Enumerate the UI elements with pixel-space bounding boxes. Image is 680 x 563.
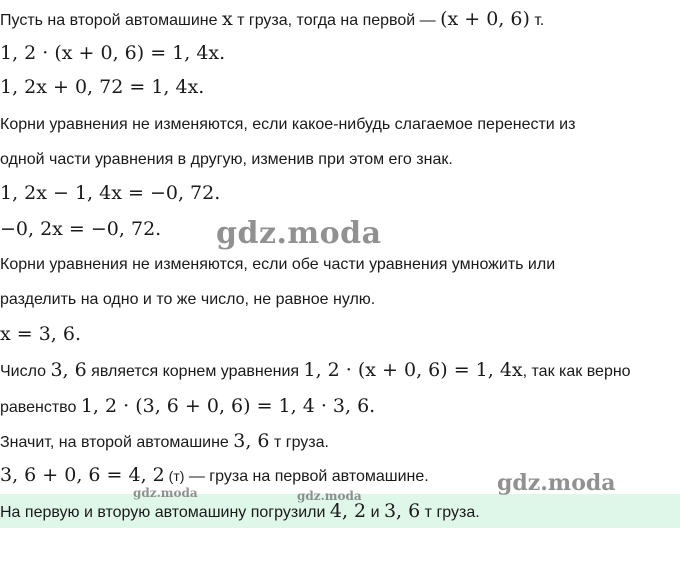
math-expression: x = 3, 6. [0, 323, 82, 345]
text-segment: т груза, тогда на первой — [232, 12, 441, 29]
solution-line [0, 220, 161, 239]
math-expression: 3, 6 + 0, 6 = 4, 2 [0, 464, 165, 486]
math-expression: 1, 2 · (x + 0, 6) = 1, 4x [303, 359, 523, 381]
text-segment: и [366, 504, 384, 521]
answer-line [0, 502, 480, 521]
solution-line [0, 397, 375, 416]
math-expression: −0, 2x = −0, 72. [0, 218, 162, 240]
text-segment: , так как верно [522, 363, 631, 380]
watermark: gdz.moda [133, 486, 198, 500]
solution-line [0, 152, 453, 168]
text-segment: т. [529, 12, 545, 29]
math-expression: 3, 6 [233, 430, 270, 452]
text-segment: т груза. [420, 504, 480, 521]
text-segment: одной части уравнения в другую, изменив при этом его знак. [0, 151, 453, 168]
text-segment: является корнем уравнения [86, 363, 304, 380]
watermark: gdz.moda [497, 470, 616, 496]
text-segment: т груза. [269, 434, 329, 451]
text-segment: Корни уравнения не изменяются, если какое-нибудь слагаемое перенести из [0, 116, 576, 133]
solution-line [0, 10, 544, 29]
solution-line [0, 184, 220, 203]
solution-line [0, 361, 631, 380]
watermark: gdz.moda [297, 489, 362, 503]
solution-line [0, 117, 575, 133]
solution-line [0, 432, 329, 451]
math-expression: 1, 2x − 1, 4x = −0, 72. [0, 182, 221, 204]
text-segment: (т) [164, 468, 185, 484]
solution-line [0, 257, 555, 273]
math-expression: 4, 2 [329, 500, 367, 522]
math-expression: 3, 6 [50, 359, 87, 381]
text-segment: Пусть на второй автомашине [0, 12, 222, 29]
text-segment: — груза на первой автомашине. [184, 468, 429, 485]
math-expression: 1, 2 · (x + 0, 6) = 1, 4x. [0, 42, 226, 64]
math-expression: (x + 0, 6) [440, 8, 530, 30]
text-segment: Значит, на второй автомашине [0, 434, 234, 451]
text-segment: Корни уравнения не изменяются, если обе части уравнения умножить или [0, 256, 556, 273]
text-segment: равенство [0, 399, 81, 416]
solution-line [0, 78, 204, 97]
math-expression: 3, 6 [383, 500, 421, 522]
text-segment: разделить на одно и то же число, не равное нулю. [0, 291, 376, 308]
math-expression: x [221, 8, 233, 30]
math-expression: 1, 2x + 0, 72 = 1, 4x. [0, 76, 205, 98]
text-segment: Число [0, 363, 51, 380]
solution-line [0, 44, 225, 63]
solution-line [0, 466, 429, 485]
solution-line [0, 325, 81, 344]
watermark: gdz.moda [216, 216, 382, 251]
solution-line [0, 292, 375, 308]
math-expression: 1, 2 · (3, 6 + 0, 6) = 1, 4 · 3, 6. [80, 395, 376, 417]
text-segment: На первую и вторую автомашину погрузили [0, 504, 330, 521]
